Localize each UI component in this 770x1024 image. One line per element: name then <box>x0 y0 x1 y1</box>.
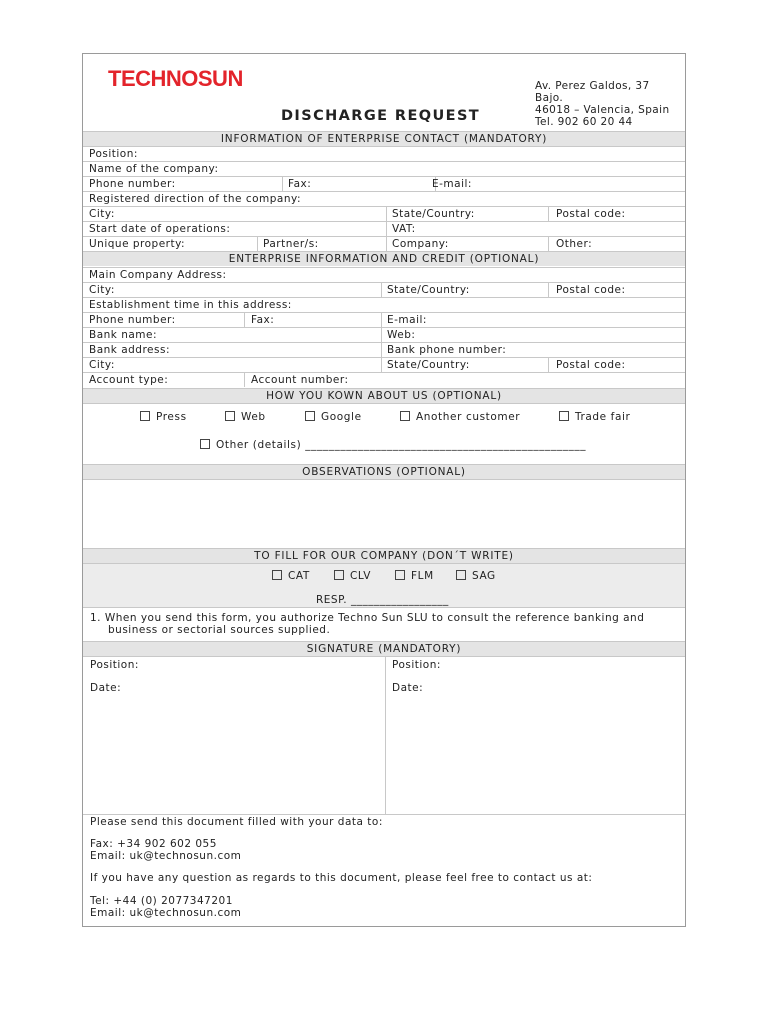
start-date-field[interactable]: Start date of operations: <box>89 223 231 235</box>
section-header-enterprise: ENTERPRISE INFORMATION AND CREDIT (OPTIONAL) <box>83 251 685 266</box>
checkbox-google[interactable] <box>305 410 362 424</box>
checkbox-flm[interactable] <box>395 569 434 583</box>
account-number-field[interactable]: Account number: <box>251 374 349 386</box>
footer-fax: Fax: +34 902 602 055 <box>90 838 217 850</box>
technosun-logo: TECHNOSUN <box>108 66 243 91</box>
main-address-field[interactable]: Main Company Address: <box>89 269 227 281</box>
form-row <box>83 357 685 372</box>
form-row <box>83 327 685 342</box>
checkbox-label: Another customer <box>416 411 521 423</box>
cell-divider <box>548 358 549 372</box>
signature-position-left[interactable]: Position: <box>90 659 139 671</box>
bank-address-field[interactable]: Bank address: <box>89 344 170 356</box>
other-field[interactable]: Other: <box>556 238 593 250</box>
company-use-area <box>83 563 685 607</box>
checkbox-other-details[interactable] <box>200 438 586 452</box>
how-options-area <box>83 403 685 463</box>
checkbox-label: CLV <box>350 570 372 582</box>
city-field[interactable]: City: <box>89 208 115 220</box>
signature-date-left[interactable]: Date: <box>90 682 122 694</box>
footer-send-text: Please send this document filled with your data to: <box>90 816 383 828</box>
company-address <box>535 80 670 128</box>
city-field[interactable]: City: <box>89 359 115 371</box>
checkbox-icon <box>395 570 405 580</box>
checkbox-label: Other (details) ________________________________________________ <box>216 439 587 451</box>
form-row <box>83 221 685 236</box>
checkbox-web[interactable] <box>225 410 266 424</box>
form-row <box>83 236 685 251</box>
checkbox-icon <box>334 570 344 580</box>
checkbox-sag[interactable] <box>456 569 496 583</box>
bank-name-field[interactable]: Bank name: <box>89 329 158 341</box>
phone-field[interactable]: Phone number: <box>89 178 176 190</box>
checkbox-icon <box>200 439 210 449</box>
footer-tel: Tel: +44 (0) 2077347201 <box>90 895 233 907</box>
postal-code-field[interactable]: Postal code: <box>556 284 626 296</box>
section-header-contact: INFORMATION OF ENTERPRISE CONTACT (MANDATORY) <box>83 131 685 146</box>
section-header-observations: OBSERVATIONS (OPTIONAL) <box>83 464 685 479</box>
address-line: Av. Perez Galdos, 37 <box>535 80 650 92</box>
email-field[interactable]: E-mail: <box>432 178 472 190</box>
note-line: business or sectorial sources supplied. <box>108 624 331 636</box>
checkbox-label: FLM <box>411 570 434 582</box>
form-row <box>83 372 685 387</box>
checkbox-icon <box>559 411 569 421</box>
checkbox-label: SAG <box>472 570 496 582</box>
section-header-how: HOW YOU KOWN ABOUT US (OPTIONAL) <box>83 388 685 403</box>
discharge-request-form <box>82 53 686 927</box>
form-row <box>83 297 685 312</box>
section-header-signature: SIGNATURE (MANDATORY) <box>83 641 685 656</box>
form-row <box>83 206 685 221</box>
checkbox-icon <box>225 411 235 421</box>
signature-date-right[interactable]: Date: <box>392 682 424 694</box>
page-title: DISCHARGE REQUEST <box>281 108 481 124</box>
phone-field[interactable]: Phone number: <box>89 314 176 326</box>
position-field[interactable]: Position: <box>89 148 138 160</box>
form-row <box>83 342 685 357</box>
company-field[interactable]: Company: <box>392 238 449 250</box>
fax-field[interactable]: Fax: <box>288 178 312 190</box>
footer-question-text: If you have any question as regards to this document, please feel free to contact us at: <box>90 872 593 884</box>
checkbox-label: Trade fair <box>575 411 631 423</box>
checkbox-icon <box>272 570 282 580</box>
checkbox-another-customer[interactable] <box>400 410 520 424</box>
cell-divider <box>548 283 549 297</box>
postal-code-field[interactable]: Postal code: <box>556 359 626 371</box>
form-row <box>83 267 685 282</box>
cell-divider <box>548 207 549 221</box>
state-country-field[interactable]: State/Country: <box>387 359 470 371</box>
form-row <box>83 161 685 176</box>
checkbox-label: Web <box>241 411 266 423</box>
form-row <box>83 176 685 191</box>
checkbox-icon <box>400 411 410 421</box>
email-field[interactable]: E-mail: <box>387 314 427 326</box>
signature-area <box>83 656 685 814</box>
note-line: 1. When you send this form, you authorize Techno Sun SLU to consult the reference banking and <box>90 612 645 624</box>
checkbox-clv[interactable] <box>334 569 371 583</box>
checkbox-icon <box>305 411 315 421</box>
address-line: 46018 – Valencia, Spain <box>535 104 670 116</box>
address-line: Bajo. <box>535 92 564 104</box>
postal-code-field[interactable]: Postal code: <box>556 208 626 220</box>
resp-field[interactable]: RESP. _________________ <box>316 594 449 606</box>
checkbox-press[interactable] <box>140 410 187 424</box>
partners-field[interactable]: Partner/s: <box>263 238 319 250</box>
footer-contact-info <box>83 814 685 926</box>
checkbox-label: CAT <box>288 570 310 582</box>
footer-email: Email: uk@technosun.com <box>90 850 242 862</box>
registered-direction-field[interactable]: Registered direction of the company: <box>89 193 302 205</box>
address-line: Tel. 902 60 20 44 <box>535 116 633 128</box>
checkbox-trade-fair[interactable] <box>559 410 630 424</box>
authorization-note <box>83 607 685 641</box>
checkbox-icon <box>140 411 150 421</box>
city-field[interactable]: City: <box>89 284 115 296</box>
signature-divider <box>385 657 386 814</box>
form-row <box>83 282 685 297</box>
establishment-time-field[interactable]: Establishment time in this address: <box>89 299 292 311</box>
unique-property-field[interactable]: Unique property: <box>89 238 186 250</box>
fax-field[interactable]: Fax: <box>251 314 275 326</box>
bank-phone-field[interactable]: Bank phone number: <box>387 344 507 356</box>
state-country-field[interactable]: State/Country: <box>392 208 475 220</box>
checkbox-label: Google <box>321 411 362 423</box>
checkbox-cat[interactable] <box>272 569 310 583</box>
state-country-field[interactable]: State/Country: <box>387 284 470 296</box>
section-header-company: TO FILL FOR OUR COMPANY (DON´T WRITE) <box>83 548 685 563</box>
company-name-field[interactable]: Name of the company: <box>89 163 219 175</box>
form-row <box>83 191 685 206</box>
signature-position-right[interactable]: Position: <box>392 659 441 671</box>
footer-email: Email: uk@technosun.com <box>90 907 242 919</box>
web-field[interactable]: Web: <box>387 329 416 341</box>
account-type-field[interactable]: Account type: <box>89 374 169 386</box>
observations-textarea[interactable] <box>83 479 685 547</box>
checkbox-label: Press <box>156 411 187 423</box>
cell-divider <box>548 237 549 251</box>
checkbox-icon <box>456 570 466 580</box>
form-row <box>83 312 685 327</box>
vat-field[interactable]: VAT: <box>392 223 416 235</box>
form-row <box>83 146 685 161</box>
